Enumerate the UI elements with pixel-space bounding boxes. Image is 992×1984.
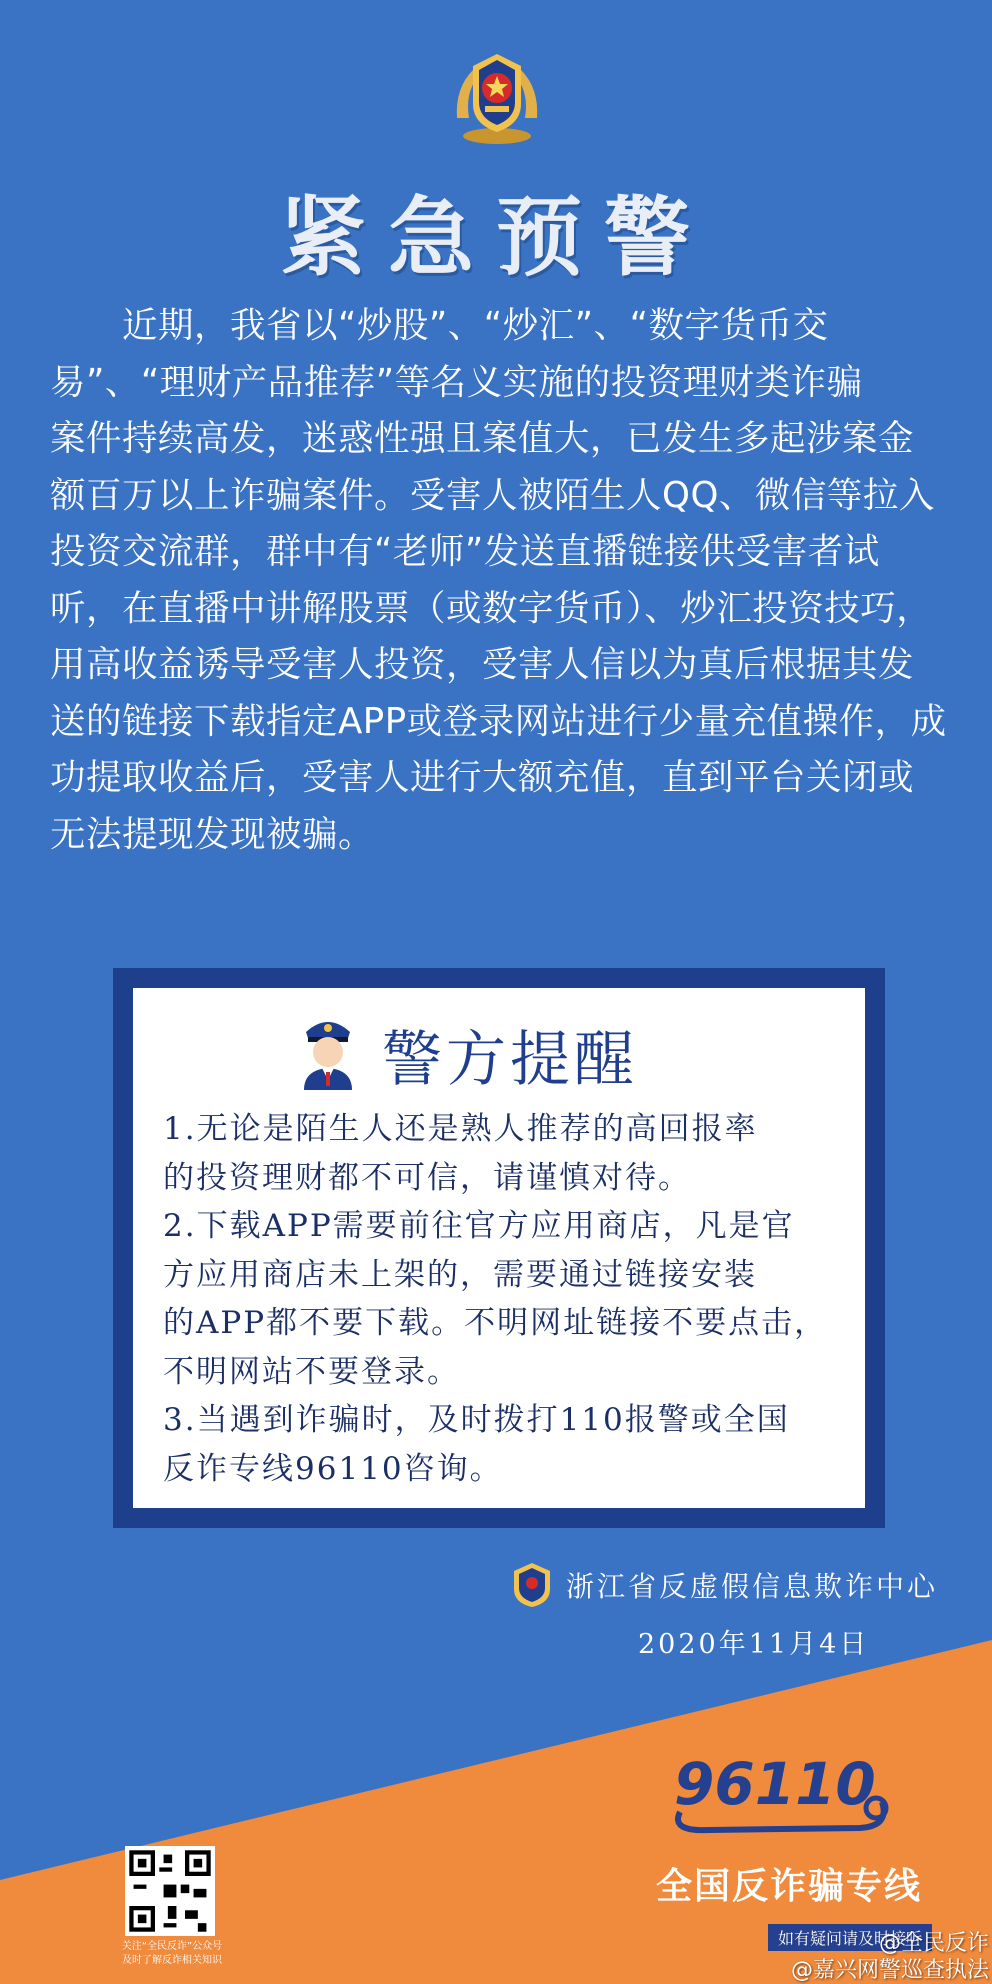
- tip-line: 不明网站不要登录。: [163, 1353, 460, 1390]
- police-emblem-icon: [447, 48, 547, 148]
- notice-title: 警方提醒: [382, 1025, 638, 1095]
- body-line: 功提取收益后，受害人进行大额充值，直到平台关闭或: [50, 757, 915, 798]
- body-line: 案件持续高发，迷惑性强且案值大，已发生多起涉案金: [50, 418, 915, 459]
- body-line: 易”、“理财产品推荐”等名义实施的投资理财类诈骗: [50, 361, 863, 403]
- hotline-subtitle: 如有疑问请及时接听: [768, 1924, 932, 1951]
- hotline-label: 全国反诈骗专线: [656, 1866, 923, 1907]
- body-line: 用高收益诱导受害人投资，受害人信以为真后根据其发: [50, 644, 915, 685]
- watermark: [775, 1930, 989, 1984]
- qr-caption-line: 关注“全民反诈”公众号: [121, 1941, 223, 1952]
- tip-line: 方应用商店未上架的，需要通过链接安装: [163, 1256, 757, 1293]
- qr-caption: [92, 1940, 252, 1968]
- body-line: 听，在直播中讲解股票（或数字货币）、炒汇投资技巧，: [50, 587, 933, 629]
- watermark-line: @嘉兴网警巡查执法: [790, 1958, 989, 1983]
- watermark-line: @全民反诈: [878, 1931, 989, 1956]
- body-line: 无法提现发现被骗。: [50, 813, 375, 855]
- hotline-number: 96110: [674, 1750, 876, 1818]
- qr-code-icon[interactable]: [125, 1846, 215, 1936]
- qr-caption-line: 及时了解反诈相关知识: [122, 1955, 222, 1966]
- body-line: 额百万以上诈骗案件。受害人被陌生人QQ、微信等拉入: [50, 474, 935, 516]
- hotline-96110-logo: [660, 1742, 900, 1838]
- body-line: 送的链接下载指定APP或登录网站进行少量充值操作，成: [50, 700, 947, 742]
- tip-line: 1.无论是陌生人还是熟人推荐的高回报率: [163, 1111, 758, 1147]
- issue-date: 2020年11月4日: [638, 1629, 870, 1660]
- page-title: 紧急预警: [280, 188, 712, 288]
- tip-line: 的APP都不要下载。不明网址链接不要点击，: [163, 1305, 828, 1341]
- tip-line: 的投资理财都不可信，请谨慎对待。: [163, 1159, 691, 1196]
- tip-line: 反诈专线96110咨询。: [163, 1450, 503, 1487]
- police-officer-icon: [300, 1010, 356, 1090]
- org-badge-icon: [510, 1561, 554, 1609]
- body-line: 近期，我省以“炒股”、“炒汇”、“数字货币交: [50, 305, 829, 346]
- warning-body: [50, 298, 950, 863]
- tip-line: 3.当遇到诈骗时，及时拨打110报警或全国: [163, 1402, 790, 1438]
- issuer: [510, 1560, 938, 1610]
- body-line: 投资交流群，群中有“老师”发送直播链接供受害者试: [50, 531, 880, 572]
- issuer-name: 浙江省反虚假信息欺诈中心: [566, 1570, 939, 1603]
- police-tips: [163, 1105, 853, 1493]
- tip-line: 2.下载APP需要前往官方应用商店，凡是官: [163, 1208, 795, 1244]
